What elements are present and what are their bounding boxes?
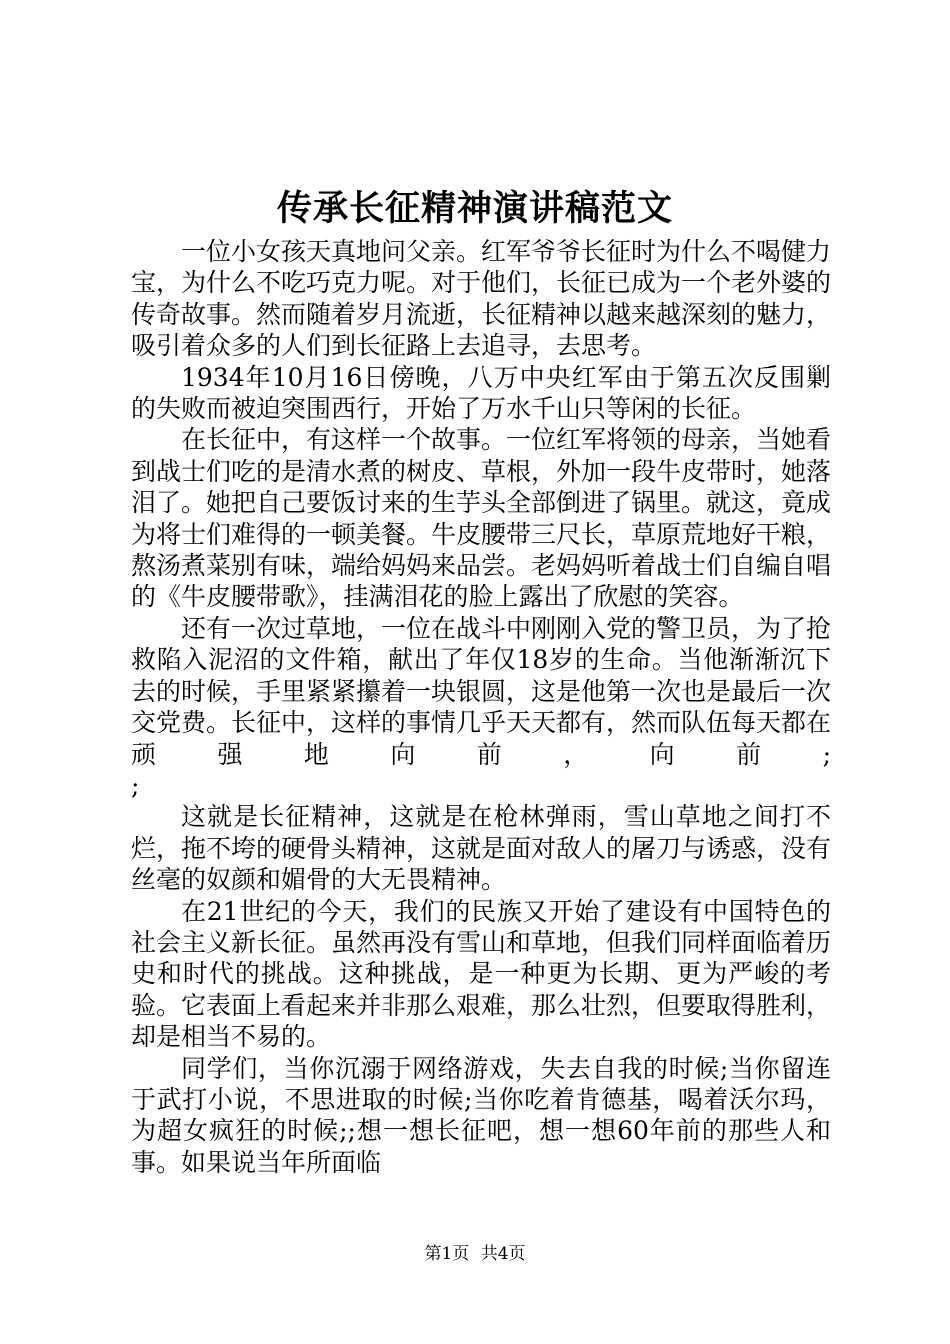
document-title: 传承长征精神演讲稿范文 (276, 188, 673, 229)
paragraph-4: 还有一次过草地，一位在战斗中刚刚入党的警卫员，为了抢救陷入泥沼的文件箱，献出了年仅18岁的生命。当他渐渐沉下去的时候，手里紧紧攥着一块银圆，这是他第一次也是最后一次交党费。长征中，这样的事情几乎天天都有，然而队伍每天都在顽强地向前，向前; (131, 613, 832, 769)
page-number: 第1页 (424, 1244, 470, 1264)
page-footer (0, 1242, 950, 1266)
paragraph-5: 这就是长征精神，这就是在枪林弹雨，雪山草地之间打不烂，拖不垮的硬骨头精神，这就是面对敌人的屠刀与诱惑，没有丝毫的奴颜和媚骨的大无畏精神。 (131, 802, 832, 895)
paragraph-6: 在21世纪的今天，我们的民族又开始了建设有中国特色的社会主义新长征。虽然再没有雪山和草地，但我们同样面临着历史和时代的挑战。这种挑战，是一种更为长期、更为严峻的考验。它表面上看起来并非那么艰难，那么壮烈，但要取得胜利，却是相当不易的。 (131, 896, 832, 1052)
document-body (131, 236, 831, 1178)
paragraph-3: 在长征中，有这样一个故事。一位红军将领的母亲，当她看到战士们吃的是清水煮的树皮、草根，外加一段牛皮带时，她落泪了。她把自己要饭讨来的生芋头全部倒进了锅里。就这，竟成为将士们难得的一顿美餐。牛皮腰带三尺长，草原荒地好干粮，熬汤煮菜别有味，端给妈妈来品尝。老妈妈听着战士们自编自唱的《牛皮腰带歌》，挂满泪花的脸上露出了欣慰的笑容。 (131, 425, 832, 612)
page-total: 共4页 (480, 1244, 526, 1264)
paragraph-2: 1934年10月16日傍晚，八万中央红军由于第五次反围剿的失败而被迫突围西行，开始了万水千山只等闲的长征。 (131, 362, 831, 424)
paragraph-7: 同学们，当你沉溺于网络游戏，失去自我的时候;当你留连于武打小说，不思进取的时候;当你吃着肯德基，喝着沃尔玛，为超女疯狂的时候;;想一想长征吧，想一想60年前的那些人和事。如果说当年所面临 (131, 1053, 831, 1177)
paragraph-1: 一位小女孩天真地问父亲。红军爷爷长征时为什么不喝健力宝，为什么不吃巧克力呢。对于他们，长征已成为一个老外婆的传奇故事。然而随着岁月流逝，长征精神以越来越深刻的魅力，吸引着众多的人们到长征路上去追寻，去思考。 (131, 237, 832, 361)
paragraph-4-continuation: ; (131, 770, 140, 800)
